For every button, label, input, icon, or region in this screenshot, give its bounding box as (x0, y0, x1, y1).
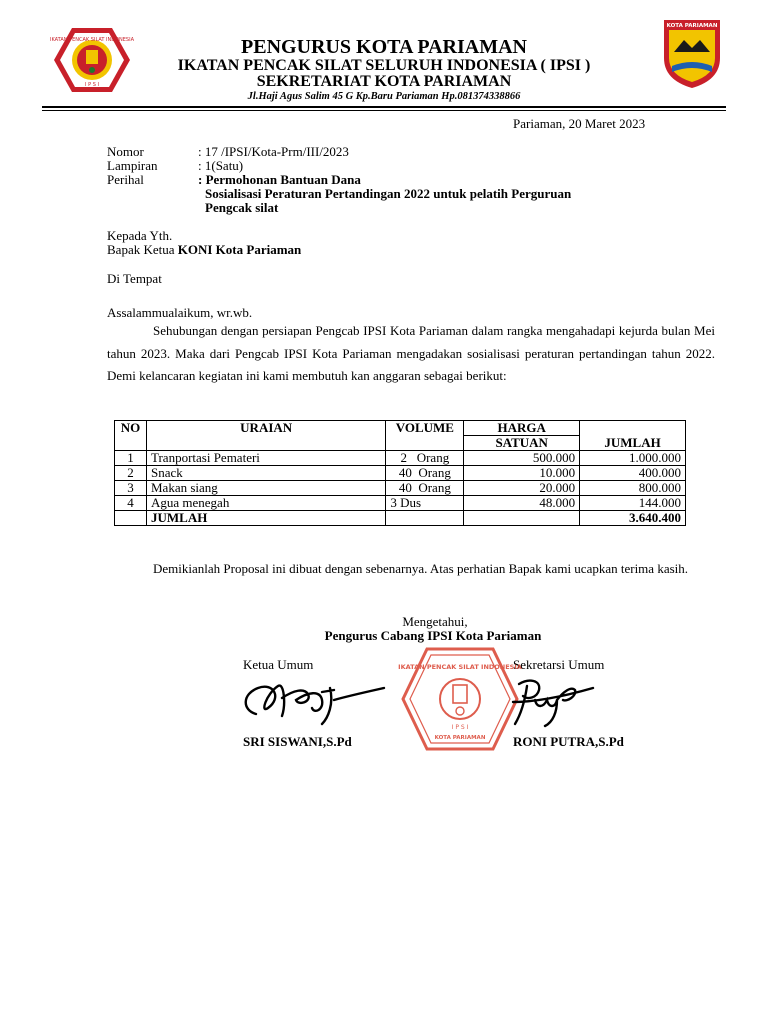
header-satuan: SATUAN (464, 436, 580, 451)
recipient-prefix: Bapak Ketua (107, 242, 178, 257)
cell-jumlah: 144.000 (580, 496, 686, 511)
right-signature-scribble (505, 672, 595, 728)
cell-uraian: Tranportasi Pemateri (146, 451, 385, 466)
meta-label-nomor: Nomor (107, 144, 144, 159)
left-signature-scribble (238, 674, 388, 730)
subject-line-2: Sosialisasi Peraturan Pertandingan 2022 untuk pelatih Perguruan (205, 186, 572, 201)
cell-volume: 2 Orang (386, 451, 464, 466)
svg-text:IKATAN PENCAK SILAT INDONESIA: IKATAN PENCAK SILAT INDONESIA (398, 663, 522, 671)
meta-value-perihal: : Permohonan Bantuan Dana (198, 172, 361, 187)
letterhead-address: Jl.Haji Agus Salim 45 G Kp.Baru Pariaman Hp.081374338866 (247, 91, 521, 102)
cell-no: 2 (115, 466, 147, 481)
cell-no: 1 (115, 451, 147, 466)
recipient-line-2 (107, 242, 301, 257)
cell-no: 3 (115, 481, 147, 496)
cell-total-no (115, 511, 147, 526)
meta-value-lampiran: : 1(Satu) (198, 158, 244, 173)
header-no: NO (115, 421, 147, 451)
header-volume: VOLUME (386, 421, 464, 451)
cell-jumlah: 800.000 (580, 481, 686, 496)
greeting: Assalammualaikum, wr.wb. (107, 305, 253, 320)
body-paragraph: Sehubungan dengan persiapan Pengcab IPSI Kota Pariaman dalam rangka mengahadapi kejurda bulan Mei tahun 2023. Maka dari Pengcab IPSI Kota Pariaman mengadakan sosialisasi peraturan pertandingan tahun 2022. Demi kelancaran kegiatan ini kami membutuh kan anggaran sebagai berikut: (107, 323, 715, 383)
svg-text:IKATAN PENCAK SILAT INDONESIA: IKATAN PENCAK SILAT INDONESIA (49, 37, 135, 43)
header-uraian: URAIAN (146, 421, 385, 451)
cell-total-harga (464, 511, 580, 526)
budget-table (114, 420, 686, 526)
board-name: Pengurus Cabang IPSI Kota Pariaman (324, 628, 542, 643)
cell-total-value: 3.640.400 (580, 511, 686, 526)
table-header-row (115, 421, 686, 436)
acknowledged: Mengetahui, (402, 614, 468, 629)
cell-harga: 10.000 (464, 466, 580, 481)
letterhead-federation: IKATAN PENCAK SILAT SELURUH INDONESIA ( IPSI ) (177, 57, 591, 74)
place-date: Pariaman, 20 Maret 2023 (513, 116, 646, 131)
left-signer-name: SRI SISWANI,S.Pd (243, 734, 352, 749)
cell-harga: 500.000 (464, 451, 580, 466)
table-row (115, 451, 686, 466)
meta-value-nomor: : 17 /IPSI/Kota-Prm/III/2023 (198, 144, 349, 159)
subject-line-3: Pengcak silat (205, 200, 279, 215)
meta-label-perihal: Perihal (107, 172, 144, 187)
letterhead-secretariat: SEKRETARIAT KOTA PARIAMAN (256, 73, 512, 90)
closing-paragraph: Demikianlah Proposal ini dibuat dengan sebenarnya. Atas perhatian Bapak kami ucapkan terima kasih. (153, 561, 689, 576)
right-signer-title: Sekretarsi Umum (513, 657, 605, 672)
right-signer-name: RONI PUTRA,S.Pd (513, 734, 624, 749)
cell-uraian: Agua menegah (146, 496, 385, 511)
cell-volume: 3 Dus (386, 496, 464, 511)
table-row (115, 496, 686, 511)
table-row (115, 466, 686, 481)
cell-volume: 40 Orang (386, 466, 464, 481)
cell-jumlah: 400.000 (580, 466, 686, 481)
cell-jumlah: 1.000.000 (580, 451, 686, 466)
cell-uraian: Snack (146, 466, 385, 481)
svg-text:KOTA PARIAMAN: KOTA PARIAMAN (666, 23, 718, 29)
table-total-row (115, 511, 686, 526)
cell-harga: 20.000 (464, 481, 580, 496)
header-harga: HARGA (464, 421, 580, 436)
cell-harga: 48.000 (464, 496, 580, 511)
cell-total-volume (386, 511, 464, 526)
left-signer-title: Ketua Umum (243, 657, 314, 672)
cell-total-label: JUMLAH (146, 511, 385, 526)
table-row (115, 481, 686, 496)
cell-uraian: Makan siang (146, 481, 385, 496)
svg-text:I P S I: I P S I (85, 82, 99, 88)
cell-volume: 40 Orang (386, 481, 464, 496)
recipient-line-1: Kepada Yth. (107, 228, 173, 243)
letterhead-divider (42, 106, 726, 111)
cell-no: 4 (115, 496, 147, 511)
recipient-name: KONI Kota Pariaman (177, 242, 302, 257)
meta-label-lampiran: Lampiran (107, 158, 158, 173)
svg-text:KOTA PARIAMAN: KOTA PARIAMAN (434, 735, 486, 741)
recipient-place: Di Tempat (107, 271, 162, 286)
header-jumlah: JUMLAH (580, 421, 686, 451)
svg-text:I P S I: I P S I (451, 724, 469, 731)
letterhead-org: PENGURUS KOTA PARIAMAN (241, 36, 527, 58)
